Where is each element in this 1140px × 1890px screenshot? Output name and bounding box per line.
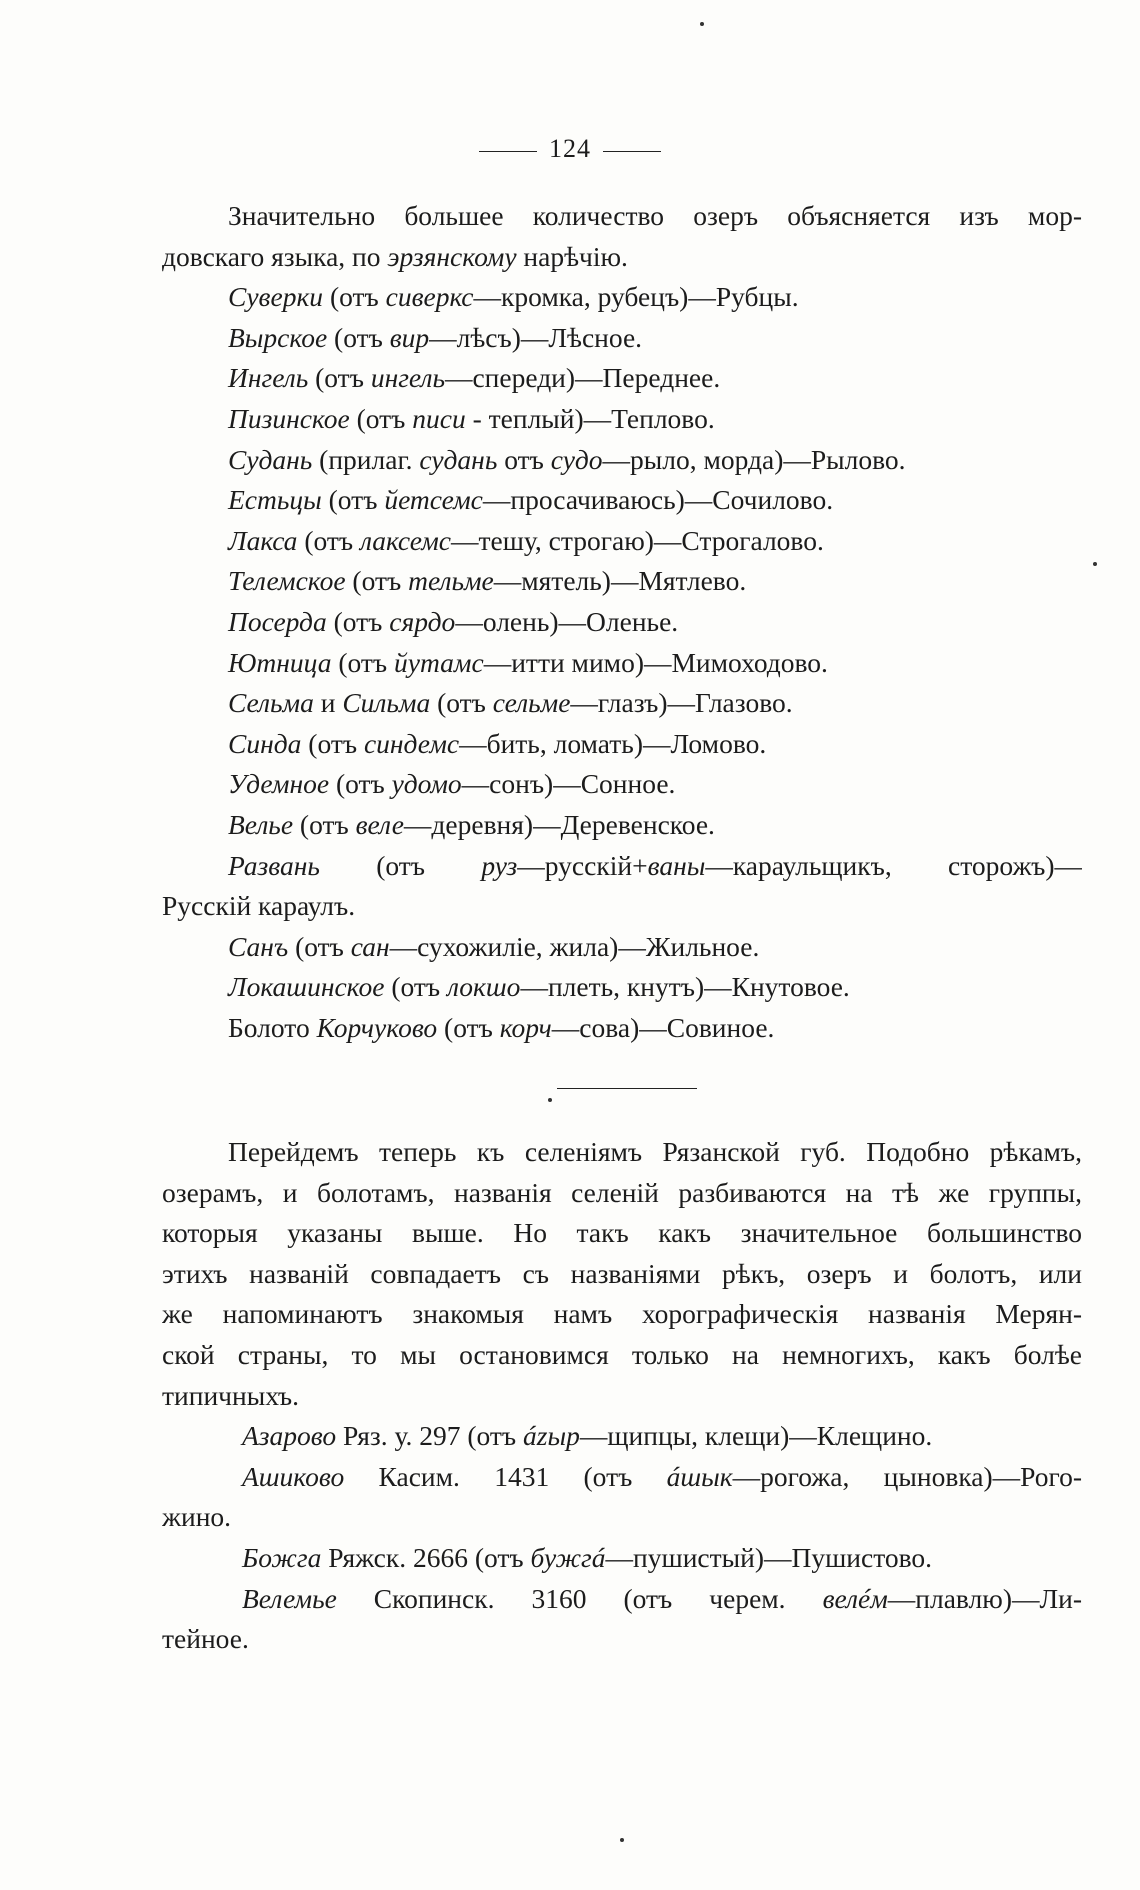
lake-entry: Санъ (отъ сан—сухожиліе, жила)—Жильное. — [228, 930, 760, 962]
paragraph-line: же напоминаютъ знакомыя намъ хорографическія названія Мерян- — [162, 1298, 1082, 1330]
village-entry: Божга Ряжск. 2666 (отъ бужгá—пушистый)—Пушистово. — [242, 1541, 933, 1573]
paragraph-line: Значительно большее количество озеръ объясняется изъ мор- — [228, 200, 1082, 231]
paragraph-line: этихъ названій совпадаетъ съ названіями рѣкъ, озеръ и болотъ, или — [162, 1257, 1082, 1289]
scan-speck — [548, 1098, 552, 1102]
paragraph-line: Перейдемъ теперь къ селеніямъ Рязанской губ. Подобно рѣкамъ, — [228, 1136, 1082, 1167]
lakes-section — [162, 196, 1082, 1048]
lake-entry: Телемское (отъ тельме—мятель)—Мятлево. — [228, 565, 747, 597]
lake-entry: Лакса (отъ лаксемс—тешу, строгаю)—Строгалово. — [228, 524, 824, 556]
villages-section — [162, 1132, 1082, 1660]
village-entry: Ашиково Касим. 1431 (отъ áшык—рогожа, цыновка)—Рого- — [242, 1460, 1082, 1492]
paragraph-line: довскаго языка, по эрзянскому нарѣчію. — [162, 240, 628, 272]
village-entry: Велемье Скопинск. 3160 (отъ черем. велéм—плавлю)—Ли- — [242, 1582, 1082, 1614]
lake-entry: Ютница (отъ йутамс—итти мимо)—Мимоходово. — [228, 646, 828, 678]
lake-entry: Синда (отъ синдемс—бить, ломать)—Ломово. — [228, 727, 767, 759]
paragraph-line: типичныхъ. — [162, 1379, 299, 1411]
lake-entry: Велье (отъ веле—деревня)—Деревенское. — [228, 808, 715, 840]
lake-entry: Пизинское (отъ писи - теплый)—Теплово. — [228, 402, 715, 434]
lake-entry: Суверки (отъ сиверкс—кромка, рубецъ)—Рубцы. — [228, 281, 799, 313]
scan-speck — [700, 22, 704, 26]
village-entry-continuation: жино. — [162, 1501, 232, 1533]
lake-entry: Вырское (отъ вир—лѣсъ)—Лѣсное. — [228, 321, 643, 353]
page-number: 124 — [0, 134, 1140, 164]
paragraph-line: которыя указаны выше. Но такъ какъ значительное большинство — [162, 1217, 1082, 1249]
lake-entry: Посерда (отъ сярдо—олень)—Оленье. — [228, 605, 679, 637]
section-divider — [557, 1088, 697, 1089]
village-entry-continuation: тейное. — [162, 1623, 249, 1655]
scan-speck — [1093, 562, 1097, 566]
lake-entry: Болото Корчуково (отъ корч—сова)—Совиное. — [228, 1011, 775, 1043]
lake-entry: Естьцы (отъ йетсемс—просачиваюсь)—Сочилово. — [228, 484, 834, 516]
village-entry: Азарово Ряз. у. 297 (отъ ázыр—щипцы, клещи)—Клещино. — [242, 1420, 933, 1452]
lake-entry: Судань (прилаг. судань отъ судо—рыло, морда)—Рылово. — [228, 443, 906, 475]
paragraph-line: озерамъ, и болотамъ, названія селеній разбиваются на тѣ же группы, — [162, 1176, 1082, 1208]
lake-entry-continuation: Русскій караулъ. — [162, 890, 356, 922]
lake-entry: Удемное (отъ удомо—сонъ)—Сонное. — [228, 768, 676, 800]
scan-speck — [620, 1838, 624, 1842]
lake-entry: Сельма и Сильма (отъ сельме—глазъ)—Глазово. — [228, 687, 793, 719]
lake-entry: Локашинское (отъ локшо—плеть, кнутъ)—Кнутовое. — [228, 971, 850, 1003]
lake-entry: Развань (отъ руз—русскій+ваны—караульщикъ, сторожъ)— — [228, 849, 1082, 881]
paragraph-line: ской страны, то мы остановимся только на немногихъ, какъ болѣе — [162, 1338, 1082, 1370]
lake-entry: Ингель (отъ ингель—спереди)—Переднее. — [228, 362, 721, 394]
